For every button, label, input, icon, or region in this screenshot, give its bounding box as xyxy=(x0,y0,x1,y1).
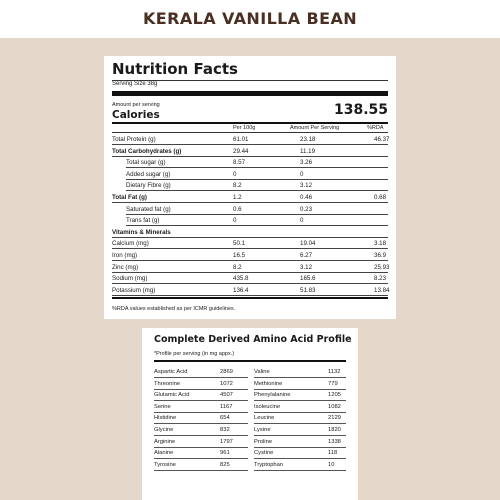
nutrition-row xyxy=(112,215,388,226)
amino-acid-name: Leucine xyxy=(254,415,275,422)
amino-acid-name: Arginine xyxy=(154,438,176,445)
amino-acid-name: Tyrosine xyxy=(154,461,176,468)
amino-acid-value: 832 xyxy=(220,427,230,433)
value-per-serving: 3.12 xyxy=(300,263,313,271)
nutrient-label: Total Carbohydrates (g) xyxy=(112,147,182,155)
nutrient-label: Added sugar (g) xyxy=(126,170,171,178)
value-rda: 25.93 xyxy=(374,263,390,271)
value-per-serving: 23.18 xyxy=(300,136,316,143)
value-per-serving: 51.83 xyxy=(300,286,316,294)
value-per-serving: 0.46 xyxy=(300,194,313,201)
amino-acid-value: 2129 xyxy=(328,415,341,422)
amino-acid-name: Aspartic Acid xyxy=(154,369,188,375)
nutrient-label: Total Protein (g) xyxy=(112,136,156,143)
nutrition-row xyxy=(112,134,388,145)
value-per-100g: 0.6 xyxy=(233,205,242,213)
value-rda: 13.84 xyxy=(374,286,390,294)
nutrient-label: Sodium (mg) xyxy=(112,275,148,283)
nutrition-row xyxy=(112,204,388,215)
amino-acid-row xyxy=(254,437,346,448)
value-per-serving: 3.26 xyxy=(300,159,313,167)
header-rda: %RDA xyxy=(367,125,384,131)
divider xyxy=(112,80,388,81)
value-per-serving: 19.04 xyxy=(300,240,316,248)
rda-footnote: %RDA values established as per ICMR guidelines. xyxy=(112,306,236,312)
thick-divider xyxy=(112,297,388,299)
amino-acid-value: 825 xyxy=(220,461,230,468)
value-rda: 0.68 xyxy=(374,194,387,201)
value-per-100g: 0 xyxy=(233,170,237,178)
nutrient-label: Vitamins & Minerals xyxy=(112,228,171,236)
nutrient-label: Saturated fat (g) xyxy=(126,205,171,213)
value-rda: 3.18 xyxy=(374,240,387,248)
amino-acid-row xyxy=(254,425,346,436)
amino-acid-value: 1797 xyxy=(220,438,233,445)
value-rda: 46.37 xyxy=(374,136,390,143)
header-per-100g: Per 100g xyxy=(233,125,256,131)
amino-acid-value: 4507 xyxy=(220,392,233,399)
amino-acid-row xyxy=(254,413,346,424)
nutrient-label: Calcium (mg) xyxy=(112,240,149,248)
value-rda: 8.23 xyxy=(374,275,387,283)
amino-acid-name: Alanine xyxy=(154,450,174,457)
amino-acid-name: Glycine xyxy=(154,427,174,433)
value-per-100g: 8.2 xyxy=(233,182,242,190)
amino-acid-value: 1072 xyxy=(220,380,233,387)
nutrition-row xyxy=(112,169,388,180)
amino-acid-value: 1820 xyxy=(328,427,341,433)
amino-acid-row xyxy=(154,379,248,390)
amount-per-serving: Amount per serving xyxy=(112,102,160,108)
amino-acid-value: 779 xyxy=(328,380,338,387)
amino-acid-note: *Profile per serving (in mg appx.) xyxy=(154,351,235,357)
nutrition-row xyxy=(112,227,388,238)
value-per-100g: 8.57 xyxy=(233,159,246,167)
amino-acid-row xyxy=(154,413,248,424)
amino-acid-row xyxy=(154,425,248,436)
nutrient-label: Trans fat (g) xyxy=(126,217,160,225)
amino-acid-name: Phenylalanine xyxy=(254,392,291,399)
value-rda: 36.9 xyxy=(374,252,387,259)
thick-divider xyxy=(112,91,388,96)
value-per-serving: 0 xyxy=(300,170,304,178)
value-per-100g: 435.8 xyxy=(233,275,249,283)
amino-acid-row xyxy=(254,379,346,390)
amino-acid-row xyxy=(254,460,346,471)
value-per-serving: 6.27 xyxy=(300,252,313,259)
amino-acid-title: Complete Derived Amino Acid Profile xyxy=(154,334,352,345)
amino-acid-name: Proline xyxy=(254,438,273,445)
divider xyxy=(112,132,388,133)
amino-acid-value: 1338 xyxy=(328,438,341,445)
amino-acid-value: 118 xyxy=(328,450,338,457)
product-title: KERALA VANILLA BEAN xyxy=(142,9,358,28)
amino-acid-row xyxy=(154,402,248,413)
value-per-100g: 50.1 xyxy=(233,240,246,248)
value-per-serving: 3.12 xyxy=(300,182,313,190)
amino-acid-name: Isoleucine xyxy=(254,403,281,410)
amino-acid-value: 1082 xyxy=(328,403,341,410)
nutrition-row xyxy=(112,180,388,191)
amino-acid-name: Valine xyxy=(254,369,270,375)
amino-acid-row xyxy=(154,437,248,448)
row-divider xyxy=(112,295,388,296)
amino-acid-name: Methionine xyxy=(254,380,283,387)
nutrient-label: Iron (mg) xyxy=(112,252,138,259)
value-per-serving: 11.19 xyxy=(300,147,316,155)
amino-acid-name: Glutamic Acid xyxy=(154,392,190,399)
amino-acid-value: 2869 xyxy=(220,369,233,375)
amino-acid-value: 1205 xyxy=(328,392,341,399)
nutrition-facts-panel xyxy=(104,56,396,319)
nutrient-label: Zinc (mg) xyxy=(112,263,139,271)
nutrition-row xyxy=(112,273,388,284)
amino-acid-value: 1132 xyxy=(328,369,341,375)
row-divider xyxy=(254,470,346,471)
thick-divider xyxy=(154,360,346,362)
nutrition-row xyxy=(112,250,388,261)
value-per-serving: 0.23 xyxy=(300,205,313,213)
value-per-100g: 1.2 xyxy=(233,194,242,201)
header-per-serving: Amount Per Serving xyxy=(290,125,340,131)
thick-divider xyxy=(112,122,388,124)
nutrition-row xyxy=(112,262,388,273)
amino-acid-name: Serine xyxy=(154,403,171,410)
amino-acid-name: Cystine xyxy=(254,450,274,457)
nutrition-row xyxy=(112,238,388,249)
value-per-100g: 0 xyxy=(233,217,237,225)
nutrition-row xyxy=(112,157,388,168)
amino-acid-row xyxy=(254,367,346,378)
value-per-100g: 61.01 xyxy=(233,136,249,143)
amino-acid-panel xyxy=(142,328,358,500)
value-per-100g: 136.4 xyxy=(233,286,249,294)
amino-acid-row xyxy=(254,402,346,413)
amino-acid-name: Histidine xyxy=(154,415,177,422)
nutrition-row xyxy=(112,285,388,296)
amino-acid-row xyxy=(154,460,248,471)
serving-size: Serving Size 38g xyxy=(112,81,158,87)
nutrition-row xyxy=(112,146,388,157)
value-per-serving: 0 xyxy=(300,217,304,225)
amino-acid-name: Lysine xyxy=(254,427,271,433)
amino-acid-value: 1167 xyxy=(220,403,233,410)
value-per-100g: 16.5 xyxy=(233,252,246,259)
nutrient-label: Potassium (mg) xyxy=(112,286,156,294)
nutrient-label: Dietary Fibre (g) xyxy=(126,182,171,190)
amino-acid-value: 961 xyxy=(220,450,230,457)
value-per-100g: 8.2 xyxy=(233,263,242,271)
nutrition-facts-title: Nutrition Facts xyxy=(112,60,238,78)
calories-label: Calories xyxy=(112,109,160,121)
nutrition-row xyxy=(112,192,388,203)
row-divider xyxy=(154,470,248,471)
calories-value: 138.55 xyxy=(333,102,388,118)
amino-acid-value: 654 xyxy=(220,415,230,422)
amino-acid-row xyxy=(154,390,248,401)
amino-acid-name: Tryptophan xyxy=(254,461,284,468)
amino-acid-row xyxy=(254,390,346,401)
value-per-serving: 165.6 xyxy=(300,275,316,283)
value-per-100g: 29.44 xyxy=(233,147,249,155)
amino-acid-row xyxy=(154,448,248,459)
amino-acid-row xyxy=(154,367,248,378)
amino-acid-value: 10 xyxy=(328,461,335,468)
amino-acid-name: Threonine xyxy=(154,380,181,387)
amino-acid-row xyxy=(254,448,346,459)
nutrient-label: Total sugar (g) xyxy=(126,159,166,167)
nutrient-label: Total Fat (g) xyxy=(112,194,147,201)
